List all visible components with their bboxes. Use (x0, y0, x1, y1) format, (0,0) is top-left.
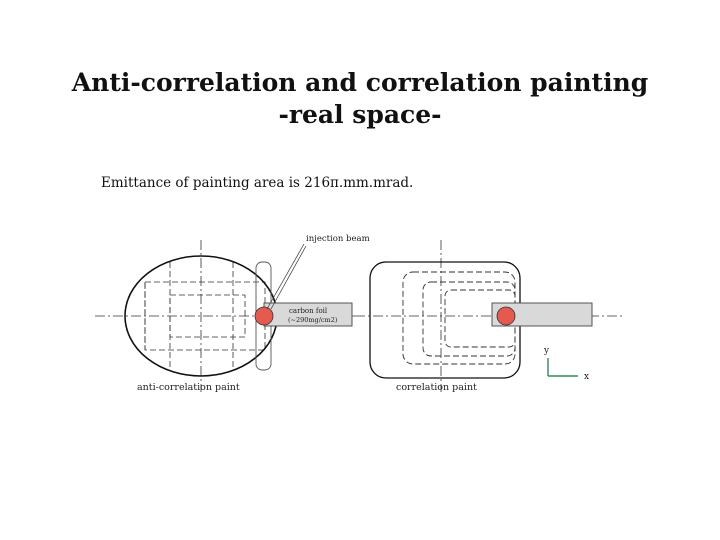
correlation-label: correlation paint (396, 382, 477, 393)
y-axis-label: y (544, 346, 550, 356)
anti-correlation-label: anti-correlation paint (137, 382, 240, 393)
injection-beam-left (255, 307, 273, 325)
correlation-diagram (355, 240, 625, 393)
injection-leader-2 (271, 246, 306, 309)
injection-beam-right (497, 307, 515, 325)
emittance-note: Emittance of painting area is 216π.mm.mrad. (101, 175, 414, 191)
anti-correlation-diagram (95, 234, 370, 393)
injection-leader-1 (267, 244, 304, 309)
carbon-foil-label: carbon foil (289, 307, 328, 315)
slide-title-line1: Anti-correlation and correlation painting (71, 68, 649, 97)
slide-title-line2: -real space- (278, 100, 442, 129)
x-axis-label: x (584, 372, 590, 382)
carbon-foil-spec: (~290mg/cm2) (288, 316, 338, 324)
injection-beam-label: injection beam (306, 234, 370, 244)
